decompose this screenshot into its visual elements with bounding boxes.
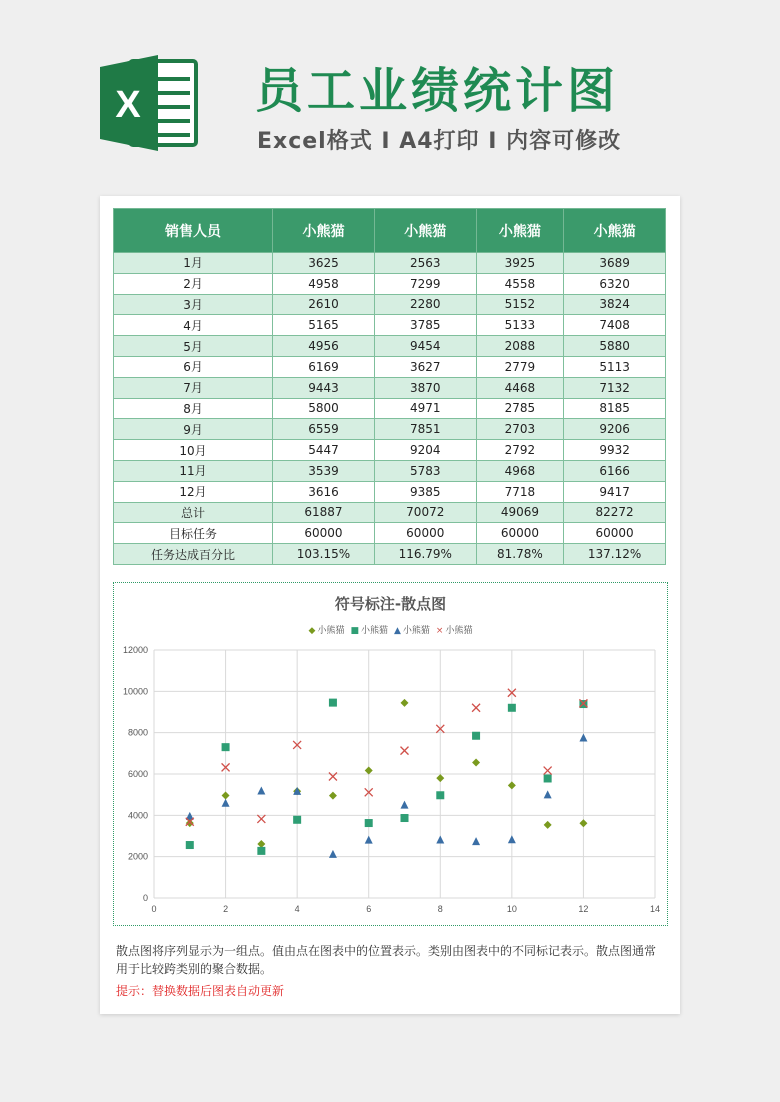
value-cell: 9206	[564, 419, 666, 440]
row-label-cell: 6月	[114, 356, 273, 377]
legend-marker-icon: ◆	[308, 626, 316, 636]
table-row	[114, 440, 666, 461]
data-point-diamond	[329, 792, 337, 800]
data-point-triangle	[222, 799, 230, 807]
value-cell: 8185	[564, 398, 666, 419]
data-point-square	[508, 704, 516, 712]
value-cell: 6320	[564, 273, 666, 294]
data-point-x	[401, 747, 409, 755]
data-point-triangle	[472, 837, 480, 845]
value-cell: 3824	[564, 294, 666, 315]
table-row	[114, 336, 666, 357]
legend-label: 小熊猫	[360, 626, 388, 636]
page-title: 员工业绩统计图	[255, 63, 620, 119]
data-point-triangle	[544, 790, 552, 798]
value-cell: 6166	[564, 460, 666, 481]
table-row	[114, 315, 666, 336]
x-tick-label: 4	[294, 904, 300, 914]
y-tick-label: 0	[142, 893, 148, 903]
value-cell: 4958	[273, 273, 375, 294]
legend-label: 小熊猫	[445, 626, 473, 636]
table-row	[114, 481, 666, 502]
column-header: 小熊猫	[374, 209, 476, 253]
document-sheet	[100, 196, 680, 1014]
value-cell: 9385	[374, 481, 476, 502]
value-cell: 3925	[476, 253, 564, 274]
data-point-square	[222, 743, 230, 751]
data-point-square	[293, 816, 301, 824]
value-cell: 49069	[476, 502, 564, 523]
column-header: 销售人员	[114, 209, 273, 253]
table-row	[114, 419, 666, 440]
y-tick-label: 10000	[122, 686, 148, 697]
data-point-x	[257, 815, 265, 823]
scatter-plot-area	[114, 583, 667, 925]
row-label-cell: 5月	[114, 336, 273, 357]
data-point-diamond	[257, 840, 265, 848]
table-row	[114, 273, 666, 294]
value-cell: 9443	[273, 377, 375, 398]
value-cell: 2785	[476, 398, 564, 419]
value-cell: 137.12%	[564, 544, 666, 565]
value-cell: 3870	[374, 377, 476, 398]
table-row	[114, 294, 666, 315]
data-point-diamond	[365, 767, 373, 775]
data-point-diamond	[508, 781, 516, 789]
value-cell: 4558	[476, 273, 564, 294]
data-point-x	[544, 767, 552, 775]
scatter-chart	[113, 582, 668, 926]
value-cell: 60000	[564, 523, 666, 544]
table-row	[114, 523, 666, 544]
value-cell: 7299	[374, 273, 476, 294]
x-tick-label: 0	[151, 904, 157, 914]
row-label-cell: 7月	[114, 377, 273, 398]
row-label-cell: 目标任务	[114, 523, 273, 544]
value-cell: 6169	[273, 356, 375, 377]
value-cell: 116.79%	[374, 544, 476, 565]
value-cell: 3627	[374, 356, 476, 377]
value-cell: 3689	[564, 253, 666, 274]
value-cell: 5113	[564, 356, 666, 377]
data-point-triangle	[329, 850, 337, 858]
column-header: 小熊猫	[476, 209, 564, 253]
data-point-diamond	[401, 699, 409, 707]
value-cell: 60000	[273, 523, 375, 544]
table-row	[114, 544, 666, 565]
value-cell: 4956	[273, 336, 375, 357]
value-cell: 60000	[476, 523, 564, 544]
value-cell: 9454	[374, 336, 476, 357]
data-point-square	[436, 791, 444, 799]
y-tick-label: 12000	[122, 645, 148, 655]
page-header	[0, 0, 780, 190]
legend-marker-icon: ×	[435, 626, 444, 636]
table-row	[114, 253, 666, 274]
value-cell: 82272	[564, 502, 666, 523]
row-label-cell: 10月	[114, 440, 273, 461]
data-point-square	[472, 732, 480, 740]
table-row	[114, 502, 666, 523]
value-cell: 5152	[476, 294, 564, 315]
row-label-cell: 3月	[114, 294, 273, 315]
chart-title: 符号标注-散点图	[334, 595, 447, 613]
excel-logo-letter: X	[115, 84, 141, 126]
value-cell: 5783	[374, 460, 476, 481]
page-subtitle: Excel格式 Ⅰ A4打印 Ⅰ 内容可修改	[257, 129, 622, 154]
y-tick-label: 6000	[127, 769, 148, 779]
data-point-triangle	[401, 801, 409, 809]
legend-marker-icon: ■	[350, 626, 359, 636]
value-cell: 5880	[564, 336, 666, 357]
value-cell: 9932	[564, 440, 666, 461]
value-cell: 2280	[374, 294, 476, 315]
value-cell: 9204	[374, 440, 476, 461]
table-row	[114, 460, 666, 481]
row-label-cell: 1月	[114, 253, 273, 274]
value-cell: 7718	[476, 481, 564, 502]
value-cell: 4968	[476, 460, 564, 481]
data-point-square	[329, 699, 337, 707]
data-point-triangle	[508, 835, 516, 843]
value-cell: 3539	[273, 460, 375, 481]
value-cell: 7851	[374, 419, 476, 440]
table-row	[114, 398, 666, 419]
legend-label: 小熊猫	[317, 626, 345, 636]
value-cell: 3616	[273, 481, 375, 502]
value-cell: 60000	[374, 523, 476, 544]
value-cell: 2779	[476, 356, 564, 377]
row-label-cell: 9月	[114, 419, 273, 440]
row-label-cell: 4月	[114, 315, 273, 336]
x-tick-label: 8	[437, 904, 443, 914]
data-point-triangle	[436, 835, 444, 843]
data-point-diamond	[222, 792, 230, 800]
value-cell: 103.15%	[273, 544, 375, 565]
value-cell: 5133	[476, 315, 564, 336]
x-tick-label: 6	[366, 904, 372, 914]
x-tick-label: 10	[506, 904, 517, 914]
value-cell: 70072	[374, 502, 476, 523]
value-cell: 2703	[476, 419, 564, 440]
y-tick-label: 2000	[127, 851, 148, 862]
data-point-diamond	[436, 774, 444, 782]
data-point-diamond	[544, 821, 552, 829]
value-cell: 6559	[273, 419, 375, 440]
data-point-square	[401, 814, 409, 822]
value-cell: 81.78%	[476, 544, 564, 565]
legend-label: 小熊猫	[402, 626, 430, 636]
row-label-cell: 任务达成百分比	[114, 544, 273, 565]
data-point-square	[544, 774, 552, 782]
data-point-square	[186, 841, 194, 849]
table-header-row	[114, 209, 666, 253]
value-cell: 5800	[273, 398, 375, 419]
x-tick-label: 14	[649, 904, 661, 914]
excel-logo-icon	[100, 55, 200, 151]
row-label-cell: 12月	[114, 481, 273, 502]
data-point-triangle	[579, 733, 587, 741]
y-tick-label: 4000	[127, 810, 148, 821]
data-point-square	[257, 847, 265, 855]
column-header: 小熊猫	[273, 209, 375, 253]
chart-description: 散点图将序列显示为一组点。值由点在图表中的位置表示。类别由图表中的不同标记表示。散点图通常用于比较跨类别的聚合数据。	[116, 944, 657, 976]
value-cell: 2563	[374, 253, 476, 274]
value-cell: 3785	[374, 315, 476, 336]
row-label-cell: 总计	[114, 502, 273, 523]
data-point-square	[365, 819, 373, 827]
y-tick-label: 8000	[127, 727, 148, 738]
value-cell: 4971	[374, 398, 476, 419]
data-point-x	[472, 704, 480, 712]
data-point-triangle	[365, 836, 373, 844]
table-row	[114, 377, 666, 398]
data-point-diamond	[579, 819, 587, 827]
sales-table	[113, 208, 666, 565]
column-header: 小熊猫	[564, 209, 666, 253]
value-cell: 5165	[273, 315, 375, 336]
value-cell: 4468	[476, 377, 564, 398]
data-point-triangle	[257, 787, 265, 795]
value-cell: 5447	[273, 440, 375, 461]
row-label-cell: 2月	[114, 273, 273, 294]
value-cell: 2610	[273, 294, 375, 315]
update-tip: 提示：替换数据后图表自动更新	[116, 984, 285, 998]
x-tick-label: 12	[578, 904, 589, 914]
table-body	[114, 253, 666, 565]
value-cell: 2792	[476, 440, 564, 461]
value-cell: 7408	[564, 315, 666, 336]
table-row	[114, 356, 666, 377]
data-point-diamond	[186, 819, 194, 827]
x-tick-label: 2	[223, 904, 229, 914]
value-cell: 2088	[476, 336, 564, 357]
value-cell: 61887	[273, 502, 375, 523]
value-cell: 9417	[564, 481, 666, 502]
row-label-cell: 8月	[114, 398, 273, 419]
value-cell: 3625	[273, 253, 375, 274]
legend-marker-icon: ▲	[393, 626, 401, 636]
value-cell: 7132	[564, 377, 666, 398]
row-label-cell: 11月	[114, 460, 273, 481]
data-point-diamond	[472, 758, 480, 766]
